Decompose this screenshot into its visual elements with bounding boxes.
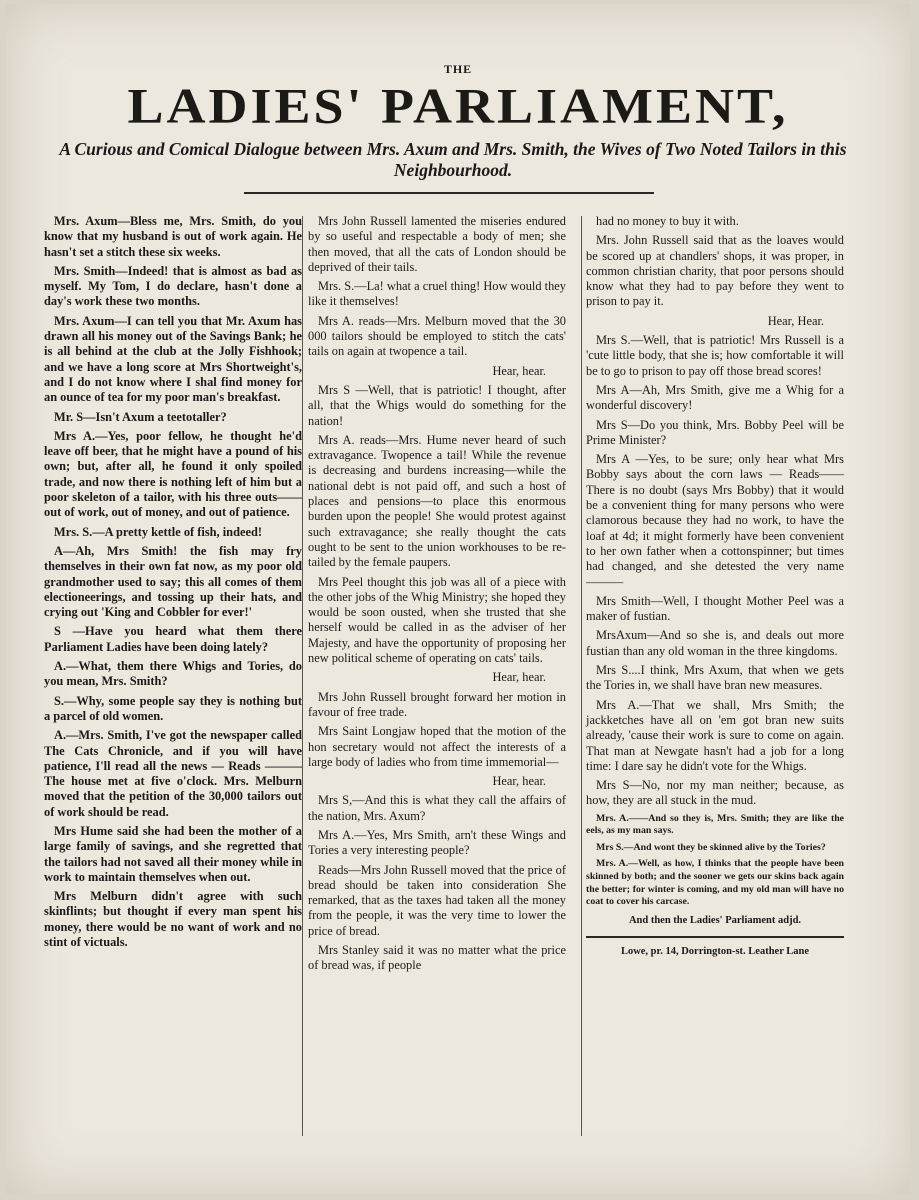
paragraph: Mrs. Axum—I can tell you that Mr. Axum has drawn all his money out of the Savings Bank; he is all behind at the club at the Jolly Fishhook; and we have a long score at Mrs Shortweight's, and I do not know where I shal find money for an ounce of tea for my poor man's breakfast.: [44, 313, 302, 405]
paragraph: Mr. S—Isn't Axum a teetotaller?: [54, 409, 227, 424]
column-divider: [581, 216, 582, 1136]
paragraph: Mrs S....I think, Mrs Axum, that when we gets the Tories in, we shall have bran new measures.: [586, 663, 844, 693]
paragraph: MrsAxum—And so she is, and deals out more fustian than any old woman in the three kingdoms.: [586, 628, 844, 658]
paragraph: Mrs A —Yes, to be sure; only hear what Mrs Bobby says about the corn laws — Reads——There is no doubt (says Mrs Bobby) that it would be a convenient thing for many persons who were clamorous because they had no work, to have the loaf at 4d; it might formerly have been convenient to her own father when a cottonspinner; but times had changed, and she detested the very name———: [586, 452, 844, 589]
paragraph: Mrs S —Well, that is patriotic! I thought, after all, that the Whigs would do something for the nation!: [308, 382, 566, 428]
column-divider: [302, 216, 303, 1136]
paragraph: Mrs S.—Well, that is patriotic! Mrs Russell is a 'cute little body, that she is; how comfortable it will be to go to prison to pay off those bread scores!: [586, 333, 844, 378]
paragraph: Mrs S,—And this is what they call the affairs of the nation, Mrs. Axum?: [308, 793, 566, 823]
paragraph: Mrs Saint Longjaw hoped that the motion of the hon secretary would not affect the interests of a large body of ladies who from time immemorial—: [308, 724, 566, 769]
column-2: [308, 214, 566, 978]
paragraph: Mrs. S.—La! what a cruel thing! How would they like it themselves!: [308, 279, 566, 309]
paragraph: Mrs John Russell brought forward her motion in favour of free trade.: [308, 689, 566, 719]
paragraph: had no money to buy it with.: [596, 214, 739, 228]
paragraph: Mrs S.—And wont they be skinned alive by the Tories?: [596, 841, 826, 853]
paragraph: Mrs A. reads—Mrs. Melburn moved that the 30 000 tailors should be employed to stitch the cats' tails on again at twopence a tail.: [308, 313, 566, 359]
paragraph: Hear, Hear.: [767, 313, 824, 328]
paragraph: Mrs Smith—Well, I thought Mother Peel was a maker of fustian.: [586, 593, 844, 624]
column-3: [586, 214, 844, 959]
paragraph: Mrs John Russell lamented the miseries endured by so useful and respectable a body of men; she then moved, that all the cats of London should be deprived of their tails.: [308, 214, 566, 274]
subtitle: A Curious and Comical Dialogue between Mrs. Axum and Mrs. Smith, the Wives of Two Noted Tailors in this Neighbourhood.: [59, 139, 847, 180]
masthead: [6, 62, 910, 181]
paragraph: Mrs A. reads—Mrs. Hume never heard of such extravagance. Twopence a tail! While the revenue is decreasing and burdens increasing—while the national debt is not paid off, and such a host of places and pensions—to place this enormous burden upon the people! She would protest against such extravagance; she really thought the cats ought to be sent to the union workhouses to be re-tailed by the female paupers.: [308, 432, 566, 570]
paragraph: Mrs. A.—Well, as how, I thinks that the people have been skinned by both; and the sooner we gets our skins back again the better; for winter is coming, and my old man will have no coat to cover his carcase.: [586, 858, 844, 908]
paragraph: A.—What, them there Whigs and Tories, do you mean, Mrs. Smith?: [44, 659, 302, 689]
page-title: LADIES' PARLIAMENT,: [127, 78, 789, 134]
paragraph: Mrs Melburn didn't agree with such skinflints; but thought if every man spent his money, there would be no want of work and no stint of victuals.: [44, 889, 302, 950]
paragraph: A.—Mrs. Smith, I've got the newspaper called The Cats Chronicle, and if you will have patience, I'll read all the news — Reads ——— The house met at five o'clock. Mrs. Melburn moved that the petition of the 30,000 tailors out of work should be read.: [44, 728, 302, 819]
paragraph: Mrs A.—Yes, Mrs Smith, arn't these Wings and Tories a very interesting people?: [308, 827, 566, 858]
paragraph: Mrs S—Do you think, Mrs. Bobby Peel will be Prime Minister?: [586, 417, 844, 447]
header-rule: [244, 192, 654, 194]
imprint-rule: [586, 936, 844, 938]
paragraph: Mrs. A.——And so they is, Mrs. Smith; they are like the eels, as my man says.: [586, 812, 844, 837]
paragraph: Hear, hear.: [492, 670, 546, 685]
paragraph: Mrs Stanley said it was no matter what the price of bread was, if people: [308, 943, 566, 973]
paragraph: Hear, hear.: [492, 774, 546, 789]
paragraph: Mrs. John Russell said that as the loaves would be scored up at chandlers' shops, it was proper, in common christian charity, that poor persons should know what they had to pay before they went to prison to pay it.: [586, 233, 844, 309]
paragraph: Mrs A—Ah, Mrs Smith, give me a Whig for a wonderful discovery!: [586, 382, 844, 413]
paragraph: Mrs. Axum—Bless me, Mrs. Smith, do you know that my husband is out of work again. He hasn't set a stitch these six weeks.: [44, 214, 302, 259]
paragraph: Mrs Hume said she had been the mother of a large family of savings, and she regretted that the tailors had not saved all their money while in work to maintain themselves when out.: [44, 823, 302, 884]
paragraph: Mrs Peel thought this job was all of a piece with the other jobs of the Whig Ministry; she hoped they would be soon ousted, when she trusted that she herself would be called in as the adviser of her Majesty, and have the opportunity of proposing her new political scheme of operating on cats' tails.: [308, 574, 566, 666]
paragraph: Mrs A.—Yes, poor fellow, he thought he'd leave off beer, that he might have a pound of his own; but, after all, he found it only spoiled trade, and now there is nothing left of him but a poor skeleton of a tailor, with his three outs——out of work, out of money, and out of patience.: [44, 428, 302, 520]
paragraph: S —Have you heard what them there Parliament Ladies have been doing lately?: [44, 624, 302, 654]
paragraph: A—Ah, Mrs Smith! the fish may fry themselves in their own fat now, as my poor old grandmother used to say; this all comes of them electioneerings, and tossing up their hats, and crying out 'King and Cobbler for ever!': [44, 543, 302, 620]
closing-line: And then the Ladies' Parliament adjd.: [628, 914, 802, 926]
column-1: [44, 214, 302, 954]
printer-imprint: Lowe, pr. 14, Dorrington-st. Leather Lane: [620, 946, 810, 958]
paragraph: S.—Why, some people say they is nothing but a parcel of old women.: [44, 693, 302, 723]
paragraph: Reads—Mrs John Russell moved that the price of bread should be taken into consideration She remarked, that as the taxes had taken all the money from the people, it was the very time to lower the price of bread.: [308, 862, 566, 938]
paragraph: Hear, hear.: [492, 363, 546, 378]
title-article: THE: [443, 62, 473, 76]
paragraph: Mrs A.—That we shall, Mrs Smith; the jackketches have all on 'em got bran new suits already, 'cause their work is sure to come on again. That man at Newgate hasn't had a job for a long time: I dare say he didn't vote for the Whigs.: [586, 697, 844, 773]
broadsheet-page: [6, 4, 910, 1194]
paragraph: Mrs S—No, nor my man neither; because, as how, they are all stuck in the mud.: [586, 778, 844, 808]
paragraph: Mrs. Smith—Indeed! that is almost as bad as myself. My Tom, I do declare, hasn't done a day's work these two months.: [44, 263, 302, 309]
paragraph: Mrs. S.—A pretty kettle of fish, indeed!: [54, 524, 262, 539]
